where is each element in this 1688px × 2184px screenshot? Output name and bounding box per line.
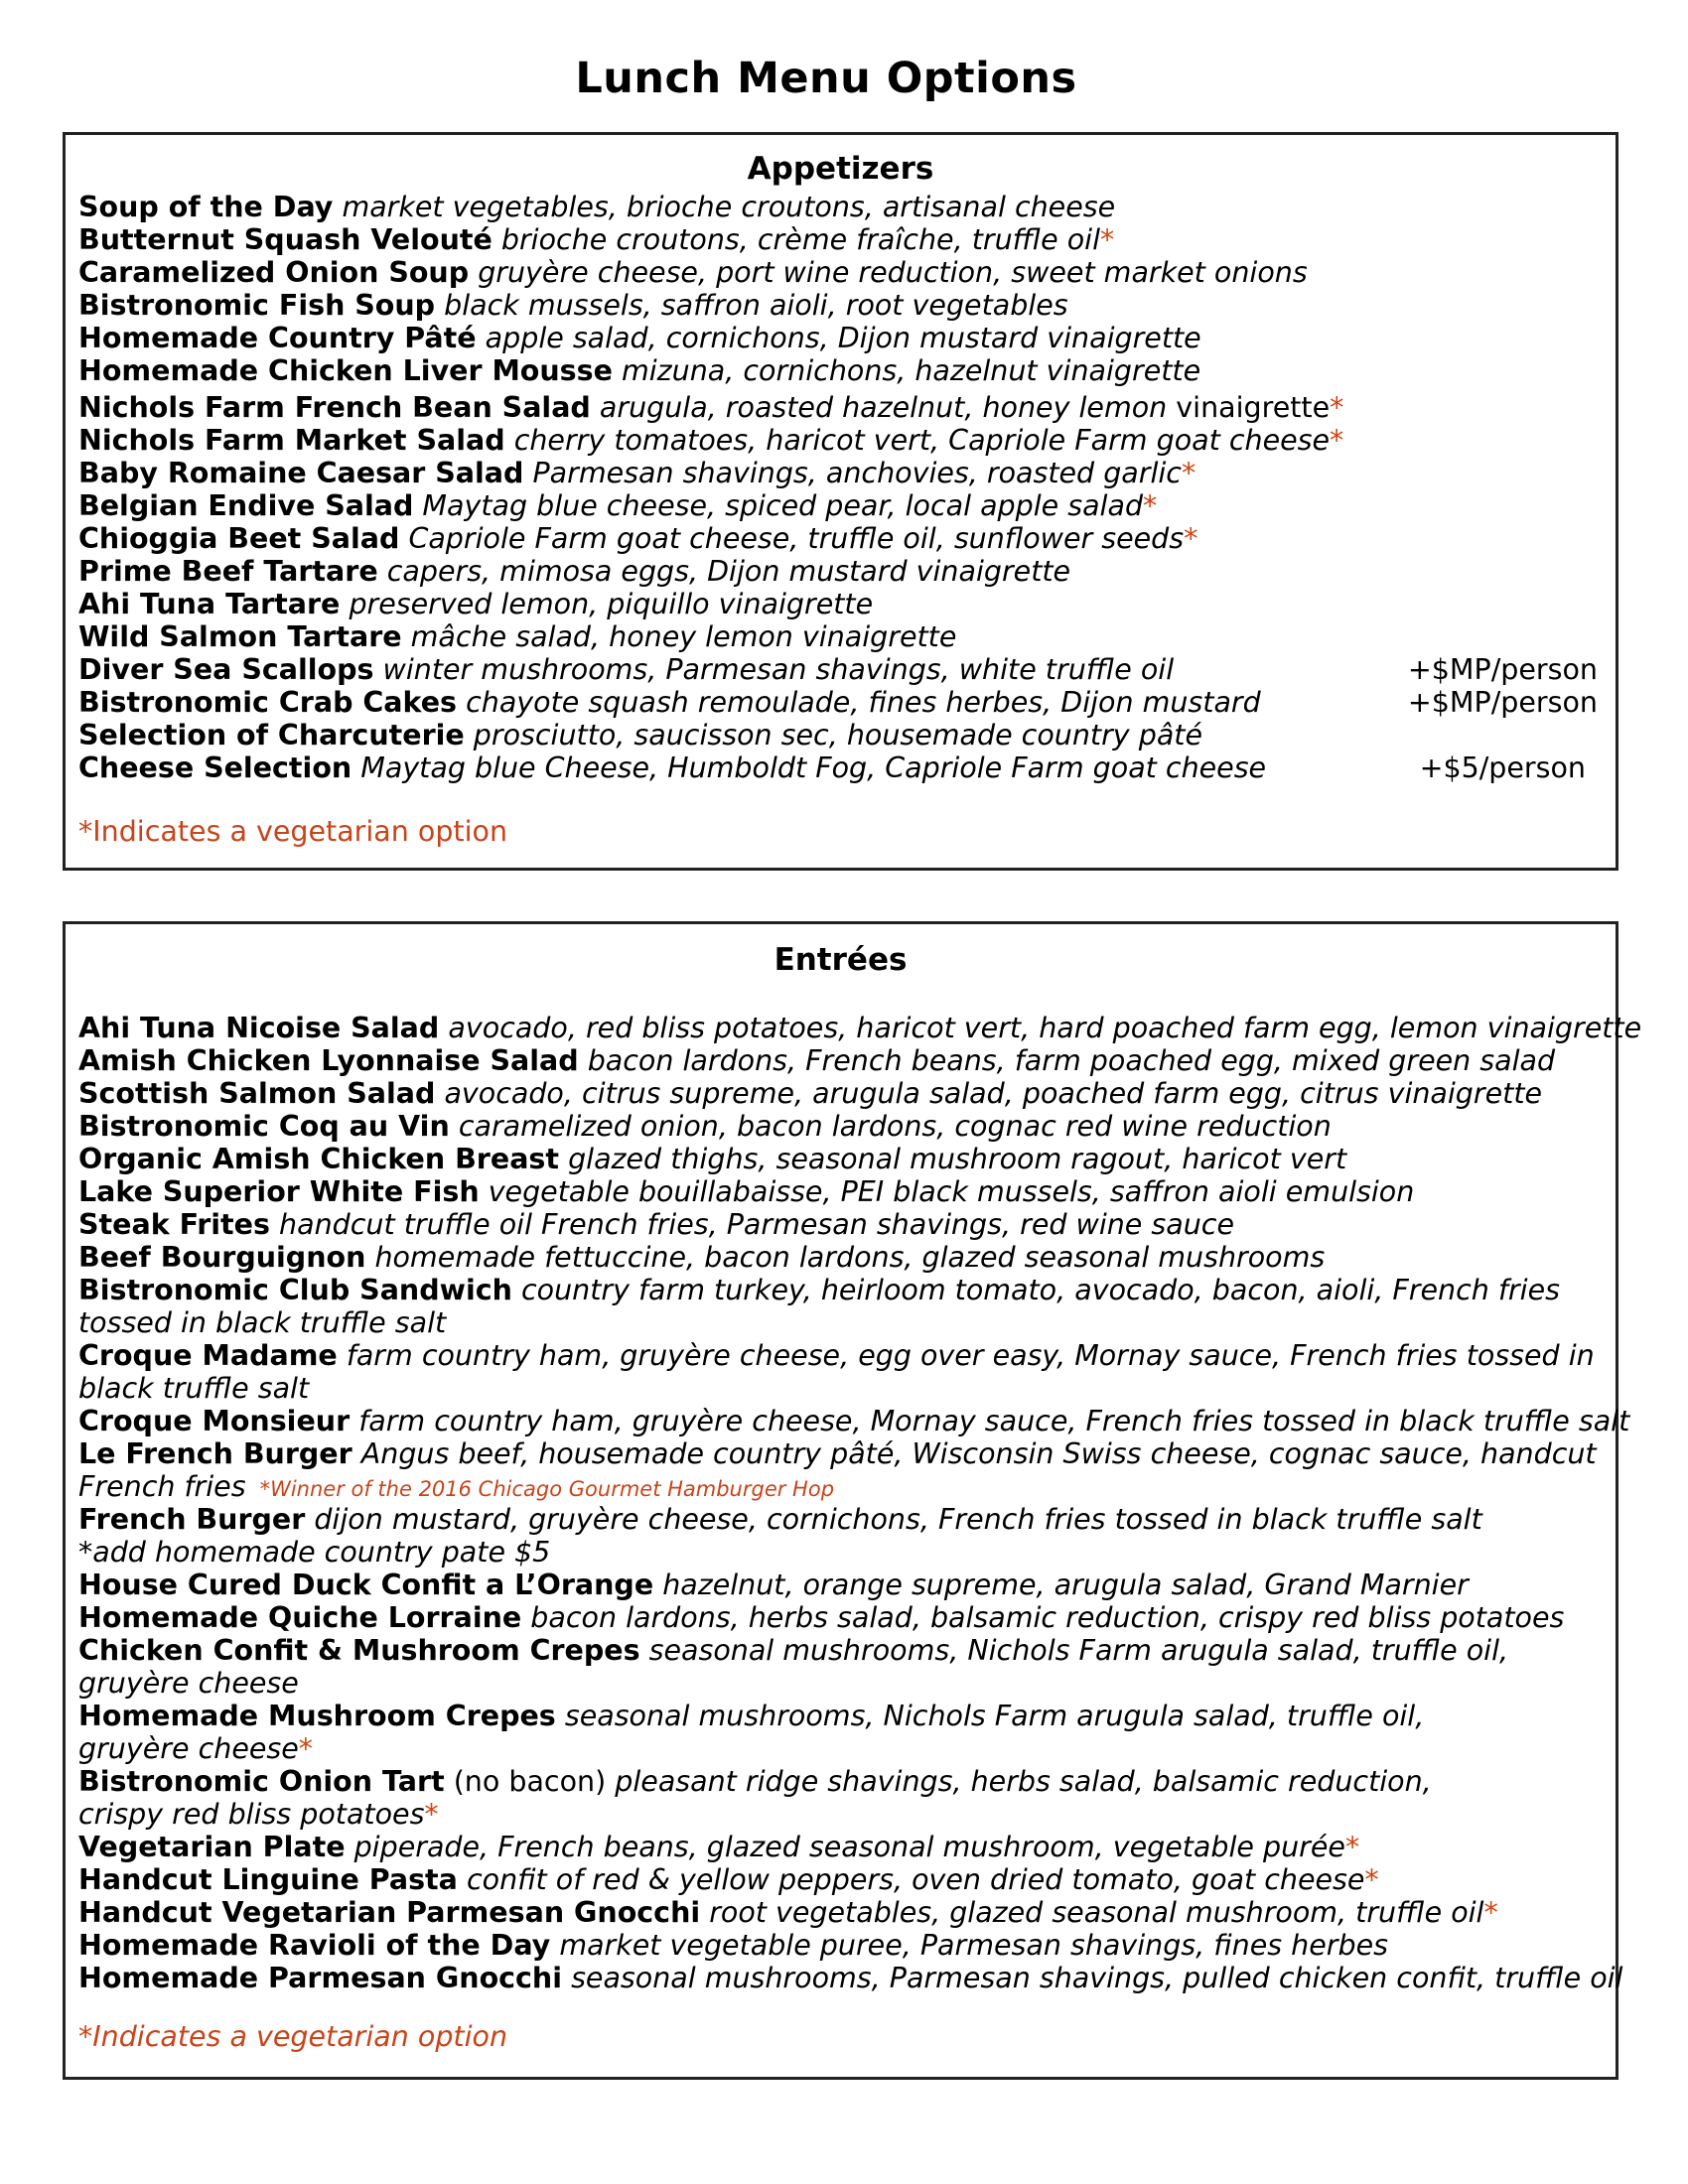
entree-description-continued: [78, 1667, 299, 1700]
appetizer-description: capers, mimosa eggs, Dijon mustard vinaigrette: [386, 555, 1071, 588]
appetizer-description: arugula, roasted hazelnut, honey lemon: [599, 391, 1168, 424]
entree-item: [78, 1569, 1469, 1601]
appetizer-price: +$MP/person: [1407, 653, 1598, 686]
entree-description-cont: black truffle salt: [78, 1372, 310, 1405]
vegetarian-marker: *: [424, 1798, 439, 1831]
entree-description: confit of red & yellow peppers, oven dried tomato, goat cheese: [466, 1863, 1365, 1896]
entree-item: [78, 1962, 1622, 1994]
entree-description: Angus beef, housemade country pâté, Wisconsin Swiss cheese, cognac sauce, handcut: [360, 1437, 1597, 1470]
vegetarian-marker: *: [1330, 424, 1344, 457]
entree-description: handcut truffle oil French fries, Parmesan shavings, red wine sauce: [279, 1208, 1234, 1241]
entree-item: [78, 1044, 1555, 1077]
appetizer-name: Homemade Chicken Liver Mousse: [78, 354, 613, 387]
appetizer-item: [78, 191, 1115, 223]
entree-name: Steak Frites: [78, 1208, 270, 1241]
appetizer-description: preserved lemon, piquillo vinaigrette: [349, 588, 874, 620]
appetizer-item: [78, 424, 1343, 457]
appetizer-item: [78, 653, 1174, 686]
appetizer-description-end: vinaigrette: [1176, 391, 1331, 424]
entree-name: Vegetarian Plate: [78, 1831, 346, 1863]
entree-description-cont: crispy red bliss potatoes: [78, 1798, 425, 1831]
appetizer-item: [78, 223, 1114, 256]
entree-description: farm country ham, gruyère cheese, egg over easy, Mornay sauce, French fries tossed in: [346, 1339, 1595, 1372]
entree-note: (no bacon): [453, 1765, 607, 1798]
vegetarian-marker: *: [1184, 522, 1198, 555]
entree-item: [78, 1503, 1482, 1536]
appetizer-name: Nichols Farm Market Salad: [78, 424, 505, 457]
appetizer-item: [78, 719, 1202, 751]
page-title: Lunch Menu Options: [575, 54, 1077, 103]
entrees-vegetarian-note: *Indicates a vegetarian option: [78, 2020, 508, 2053]
entree-item: [78, 1831, 1359, 1863]
entree-item: [78, 1437, 1597, 1470]
appetizer-item: [78, 354, 1200, 387]
entree-description-cont: French fries: [78, 1470, 246, 1503]
entree-description: farm country ham, gruyère cheese, Mornay sauce, French fries tossed in black truffle salt: [358, 1405, 1630, 1437]
appetizer-name: Bistronomic Crab Cakes: [78, 686, 458, 719]
appetizer-name: Homemade Country Pâté: [78, 322, 477, 354]
entree-item: [78, 1175, 1414, 1208]
appetizer-name: Diver Sea Scallops: [78, 653, 374, 686]
entrees-heading: Entrées: [774, 942, 908, 978]
entree-name: Beef Bourguignon: [78, 1241, 366, 1274]
entree-item: [78, 1241, 1325, 1274]
entrees-section: [63, 921, 1642, 2080]
entree-name: Croque Madame: [78, 1339, 338, 1372]
entree-description: avocado, red bliss potatoes, haricot vert, hard poached farm egg, lemon vinaigrette: [448, 1012, 1642, 1044]
appetizers-vegetarian-note: *Indicates a vegetarian option: [78, 815, 508, 848]
appetizer-description: Maytag blue Cheese, Humboldt Fog, Capriole Farm goat cheese: [360, 751, 1267, 784]
entree-name: Scottish Salmon Salad: [78, 1077, 436, 1110]
entree-description: country farm turkey, heirloom tomato, avocado, bacon, aioli, French fries: [520, 1274, 1560, 1306]
appetizer-description: Capriole Farm goat cheese, truffle oil, sunflower seeds: [408, 522, 1185, 555]
entree-description-continued: [78, 1306, 446, 1339]
entree-item: [78, 1863, 1379, 1896]
entree-description-continued: [78, 1372, 309, 1405]
entree-name: Homemade Quiche Lorraine: [78, 1601, 522, 1634]
entree-item: [78, 1339, 1595, 1372]
appetizer-description: prosciutto, saucisson sec, housemade country pâté: [473, 719, 1202, 751]
entree-name: French Burger: [78, 1503, 306, 1536]
entree-description: glazed thighs, seasonal mushroom ragout, haricot vert: [568, 1143, 1347, 1175]
entree-item: [78, 1896, 1498, 1929]
vegetarian-marker: *: [1330, 391, 1344, 424]
appetizer-description: winter mushrooms, Parmesan shavings, white truffle oil: [382, 653, 1175, 686]
appetizer-description: black mussels, saffron aioli, root vegetables: [444, 289, 1068, 322]
appetizer-name: Nichols Farm French Bean Salad: [78, 391, 591, 424]
entree-name: Organic Amish Chicken Breast: [78, 1143, 560, 1175]
vegetarian-marker: *: [298, 1732, 314, 1765]
entree-item: [78, 1143, 1346, 1175]
entree-name: Homemade Ravioli of the Day: [78, 1929, 551, 1962]
entree-item: [78, 1765, 1432, 1798]
appetizer-name: Baby Romaine Caesar Salad: [78, 457, 524, 489]
entree-name: Croque Monsieur: [78, 1405, 351, 1437]
appetizer-name: Prime Beef Tartare: [78, 555, 378, 588]
entree-description: root vegetables, glazed seasonal mushroom, truffle oil: [709, 1896, 1484, 1929]
appetizer-name: Selection of Charcuterie: [78, 719, 465, 751]
vegetarian-marker: *: [1181, 457, 1196, 489]
appetizer-description: Parmesan shavings, anchovies, roasted garlic: [532, 457, 1182, 489]
appetizer-price: +$5/person: [1419, 751, 1586, 784]
entree-item: [78, 1929, 1388, 1962]
entree-description-continued: [78, 1470, 834, 1506]
vegetarian-marker: *: [1143, 489, 1158, 522]
appetizer-name: Belgian Endive Salad: [78, 489, 414, 522]
entree-item: [78, 1077, 1542, 1110]
entree-description-continued: [78, 1536, 550, 1569]
entree-description: seasonal mushrooms, Parmesan shavings, pulled chicken confit, truffle oil: [571, 1962, 1623, 1994]
entree-name: Bistronomic Onion Tart: [78, 1765, 445, 1798]
appetizers-heading: Appetizers: [747, 151, 934, 187]
vegetarian-marker: *: [1100, 223, 1115, 256]
entree-name: Le French Burger: [78, 1437, 352, 1470]
entree-description: hazelnut, orange supreme, arugula salad, Grand Marnier: [662, 1569, 1469, 1601]
entree-description-cont: *add homemade country pate $5: [78, 1536, 551, 1569]
entree-description: caramelized onion, bacon lardons, cognac red wine reduction: [458, 1110, 1332, 1143]
appetizer-price: +$MP/person: [1407, 686, 1598, 719]
entree-name: Bistronomic Club Sandwich: [78, 1274, 512, 1306]
entree-item: [78, 1274, 1560, 1306]
appetizer-description: cherry tomatoes, haricot vert, Capriole Farm goat cheese: [513, 424, 1331, 457]
vegetarian-marker: *: [1364, 1863, 1379, 1896]
appetizer-name: Bistronomic Fish Soup: [78, 289, 436, 322]
entree-description: market vegetable puree, Parmesan shavings, fines herbes: [559, 1929, 1388, 1962]
appetizer-item: [78, 620, 956, 653]
appetizer-description: gruyère cheese, port wine reduction, sweet market onions: [478, 256, 1308, 289]
appetizer-description: chayote squash remoulade, fines herbes, Dijon mustard: [466, 686, 1261, 719]
appetizer-item: [78, 686, 1261, 719]
appetizer-item: [78, 588, 873, 620]
entree-description-continued: [78, 1732, 313, 1765]
entree-name: Homemade Parmesan Gnocchi: [78, 1962, 562, 1994]
entree-name: Handcut Vegetarian Parmesan Gnocchi: [78, 1896, 701, 1929]
entree-description: bacon lardons, herbs salad, balsamic reduction, crispy red bliss potatoes: [530, 1601, 1565, 1634]
appetizer-description: Maytag blue cheese, spiced pear, local apple salad: [422, 489, 1144, 522]
entree-name: Bistronomic Coq au Vin: [78, 1110, 450, 1143]
appetizer-description: mâche salad, honey lemon vinaigrette: [410, 620, 957, 653]
entree-name: Homemade Mushroom Crepes: [78, 1700, 556, 1732]
entree-item: [78, 1110, 1332, 1143]
appetizer-name: Caramelized Onion Soup: [78, 256, 470, 289]
entree-description: pleasant ridge shavings, herbs salad, balsamic reduction,: [615, 1765, 1432, 1798]
appetizer-item: [78, 322, 1201, 354]
entree-name: Handcut Linguine Pasta: [78, 1863, 458, 1896]
appetizer-item: [78, 256, 1308, 289]
appetizer-description: apple salad, cornichons, Dijon mustard vinaigrette: [485, 322, 1201, 354]
entree-item: [78, 1012, 1641, 1044]
entree-name: Chicken Confit & Mushroom Crepes: [78, 1634, 640, 1667]
entree-description: bacon lardons, French beans, farm poached egg, mixed green salad: [587, 1044, 1556, 1077]
entree-description-continued: [78, 1798, 439, 1831]
entree-description: piperade, French beans, glazed seasonal mushroom, vegetable purée: [353, 1831, 1345, 1863]
appetizer-name: Soup of the Day: [78, 191, 334, 223]
appetizer-name: Butternut Squash Velouté: [78, 223, 492, 256]
appetizer-item: [78, 555, 1070, 588]
entree-description-cont: tossed in black truffle salt: [78, 1306, 447, 1339]
appetizer-item: [78, 489, 1157, 522]
entree-name: Amish Chicken Lyonnaise Salad: [78, 1044, 579, 1077]
entree-item: [78, 1601, 1564, 1634]
appetizer-item: [78, 457, 1196, 489]
appetizer-item: [78, 289, 1068, 322]
appetizer-name: Wild Salmon Tartare: [78, 620, 402, 653]
appetizer-description: brioche croutons, crème fraîche, truffle oil: [500, 223, 1100, 256]
entree-item: [78, 1405, 1629, 1437]
entree-description: avocado, citrus supreme, arugula salad, poached farm egg, citrus vinaigrette: [444, 1077, 1543, 1110]
entree-item: [78, 1700, 1424, 1732]
vegetarian-marker: *: [1344, 1831, 1360, 1863]
appetizer-item: [78, 391, 1343, 424]
entree-item: [78, 1634, 1508, 1667]
entree-description: homemade fettuccine, bacon lardons, glazed seasonal mushrooms: [374, 1241, 1326, 1274]
entree-description-cont: gruyère cheese: [78, 1732, 299, 1765]
entree-description: seasonal mushrooms, Nichols Farm arugula salad, truffle oil,: [564, 1700, 1425, 1732]
appetizer-name: Chioggia Beet Salad: [78, 522, 400, 555]
appetizer-name: Cheese Selection: [78, 751, 352, 784]
appetizers-section: [63, 132, 1618, 871]
entree-description: seasonal mushrooms, Nichols Farm arugula salad, truffle oil,: [648, 1634, 1509, 1667]
entree-item: [78, 1208, 1234, 1241]
entree-name: Ahi Tuna Nicoise Salad: [78, 1012, 440, 1044]
appetizer-item: [78, 522, 1197, 555]
entree-description: vegetable bouillabaisse, PEI black mussels, saffron aioli emulsion: [488, 1175, 1415, 1208]
appetizer-description: market vegetables, brioche croutons, artisanal cheese: [342, 191, 1116, 223]
appetizer-item: [78, 751, 1266, 784]
appetizer-description: mizuna, cornichons, hazelnut vinaigrette: [622, 354, 1201, 387]
entree-name: House Cured Duck Confit a L’Orange: [78, 1569, 654, 1601]
entree-description: dijon mustard, gruyère cheese, cornichons, French fries tossed in black truffle salt: [314, 1503, 1482, 1536]
vegetarian-marker: *: [1483, 1896, 1498, 1929]
entree-name: Lake Superior White Fish: [78, 1175, 480, 1208]
award-note: *Winner of the 2016 Chicago Gourmet Hamburger Hop: [259, 1477, 835, 1501]
entree-description-cont: gruyère cheese: [78, 1667, 299, 1700]
appetizer-name: Ahi Tuna Tartare: [78, 588, 341, 620]
